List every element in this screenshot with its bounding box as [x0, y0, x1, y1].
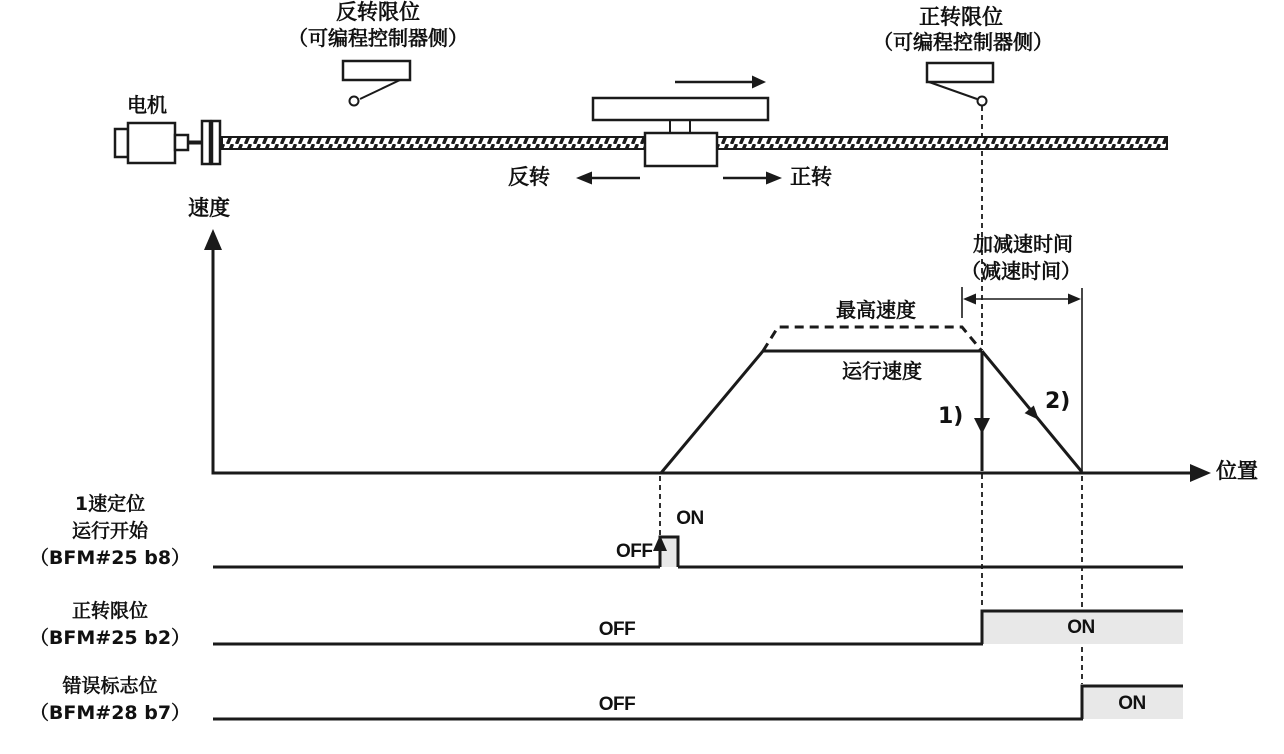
decel-measure-arrow-head-left — [963, 294, 976, 305]
reverse-limit-switch — [343, 61, 410, 106]
reverse-limit-switch-body — [343, 61, 410, 80]
row1-label-line1: 1速定位 — [74, 493, 146, 515]
carriage-nut-block — [645, 133, 717, 166]
x-axis-label: 位置 — [1216, 459, 1258, 483]
motor-shaft-stub — [175, 135, 188, 150]
reverse-limit-title: 反转限位 — [336, 0, 420, 24]
reverse-limit-subtitle: （可编程控制器侧） — [288, 26, 468, 50]
row1-on-label: ON — [676, 508, 704, 529]
forward-limit-subtitle: （可编程控制器侧） — [873, 30, 1053, 54]
run-speed-label: 运行速度 — [842, 359, 922, 383]
row1-label-line3: （BFM#25 b8） — [29, 547, 191, 569]
y-axis-arrow-head — [204, 229, 222, 250]
forward-limit-switch — [927, 63, 993, 106]
forward-limit-title: 正转限位 — [919, 5, 1003, 29]
immediate-stop-arrow-head — [974, 418, 990, 434]
carriage-table — [593, 98, 768, 120]
row3-on-label: ON — [1118, 693, 1146, 714]
row3-label-line1: 错误标志位 — [62, 675, 158, 697]
decel-measure-arrow-head-right — [1068, 294, 1081, 305]
row1-off-label: OFF — [616, 541, 653, 562]
row3-off-label: OFF — [598, 694, 636, 715]
row1-label-line2: 运行开始 — [71, 520, 148, 542]
marker-1-label: 1) — [938, 404, 964, 429]
reverse-limit-switch-lever — [360, 80, 400, 99]
carriage-move-arrow-head — [752, 76, 766, 89]
forward-limit-switch-lever — [929, 82, 977, 99]
row3-label-line2: （BFM#28 b7） — [29, 702, 191, 724]
coupling-bar-right — [212, 121, 220, 164]
max-speed-profile-dashed — [763, 327, 981, 351]
x-axis-arrow-head — [1190, 464, 1211, 482]
reverse-direction-label: 反转 — [508, 165, 550, 189]
timing-traces — [213, 535, 1183, 719]
forward-limit-switch-body — [927, 63, 993, 82]
y-axis-label: 速度 — [188, 196, 230, 220]
forward-limit-switch-contact — [978, 97, 987, 106]
row2-label-block — [25, 598, 195, 652]
row2-label-line2: （BFM#25 b2） — [29, 627, 191, 649]
row2-off-label: OFF — [598, 619, 636, 640]
forward-direction-label: 正转 — [790, 165, 832, 189]
row1-label-block — [25, 491, 195, 572]
motor-body — [128, 123, 175, 163]
deceleration-arrow-head — [1025, 406, 1039, 421]
decel-annotation-line1: 加减速时间 — [973, 232, 1073, 256]
max-speed-label: 最高速度 — [836, 298, 916, 322]
motor-label: 电机 — [127, 93, 167, 117]
marker-2-label: 2) — [1045, 389, 1071, 414]
motor — [115, 121, 220, 164]
motor-back-cap — [115, 129, 128, 157]
carriage — [593, 98, 768, 166]
forward-arrow-head — [766, 172, 782, 185]
row2-on-label: ON — [1067, 617, 1095, 638]
row2-label-line1: 正转限位 — [71, 600, 148, 622]
reverse-limit-switch-contact — [350, 97, 359, 106]
mechanical-diagram — [115, 61, 1167, 185]
row3-label-block — [25, 673, 195, 727]
velocity-profile-solid — [661, 351, 982, 473]
decel-annotation-line2: （减速时间） — [961, 259, 1081, 283]
coupling-bar-left — [202, 121, 210, 164]
reverse-arrow-head — [576, 172, 592, 185]
start-pulse-fill — [661, 538, 677, 567]
